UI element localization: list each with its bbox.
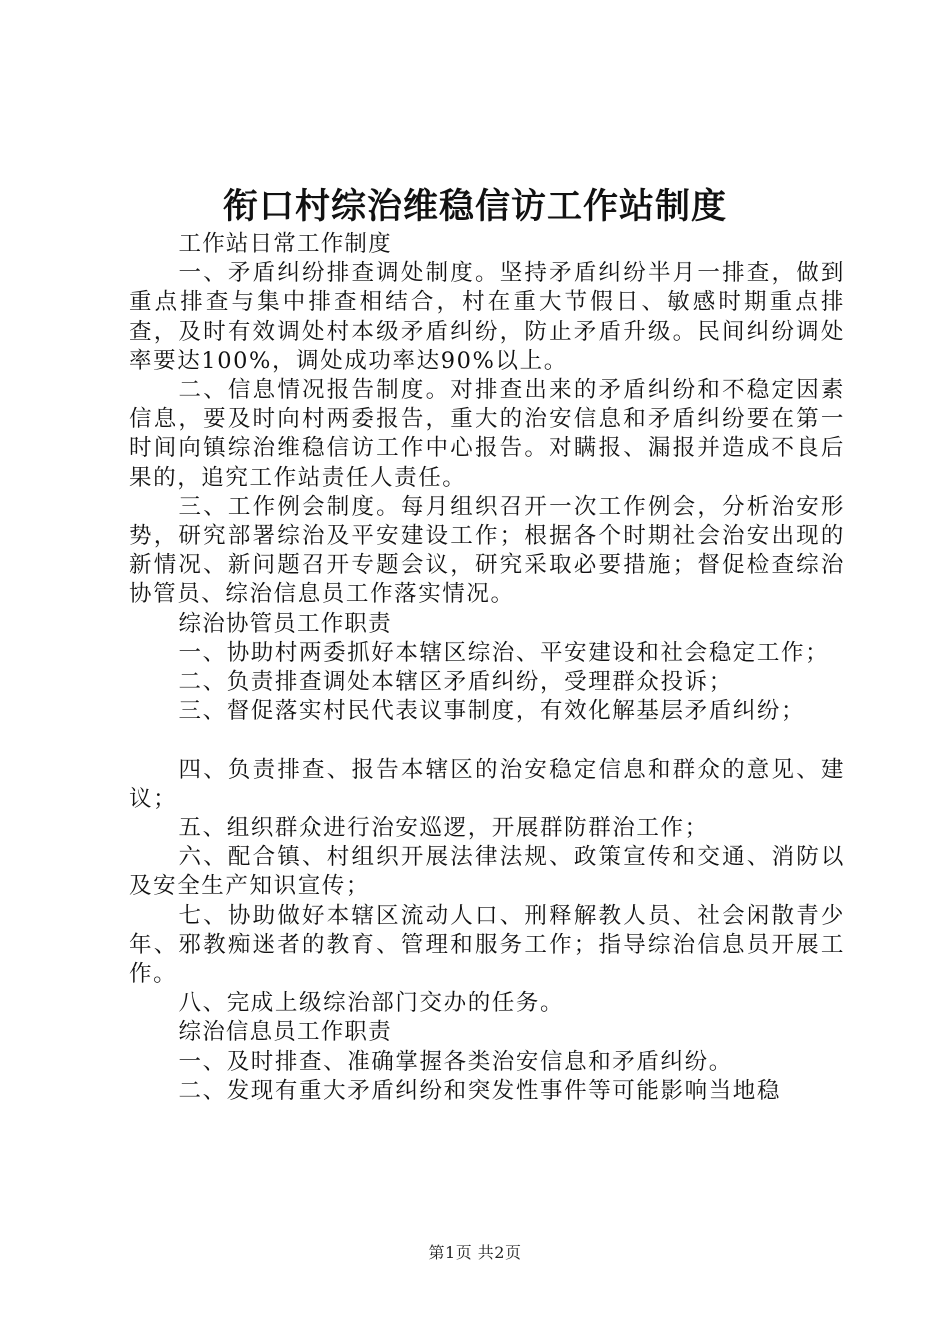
paragraph-coordinator-duty-4: 四、负责排查、报告本辖区的治安稳定信息和群众的意见、建议； bbox=[129, 756, 845, 812]
paragraph-dispute-investigation: 一、矛盾纠纷排查调处制度。坚持矛盾纠纷半月一排查，做到重点排查与集中排查相结合，村在重大节假日、敏感时期重点排查，及时有效调处村本级矛盾纠纷，防止矛盾升级。民间纠纷调处率要达100%，调处成功率达90%以上。 bbox=[129, 260, 845, 374]
paragraph-coordinator-duty-1: 一、协助村两委抓好本辖区综治、平安建设和社会稳定工作； bbox=[178, 639, 830, 666]
paragraph-coordinator-duty-3: 三、督促落实村民代表议事制度，有效化解基层矛盾纠纷； bbox=[178, 698, 806, 725]
document-title: 衔口村综治维稳信访工作站制度 bbox=[222, 186, 727, 227]
paragraph-informant-duty-1: 一、及时排查、准确掌握各类治安信息和矛盾纠纷。 bbox=[178, 1048, 733, 1075]
document-body bbox=[129, 230, 845, 1106]
paragraph-coordinator-duty-6: 六、配合镇、村组织开展法律法规、政策宣传和交通、消防以及安全生产知识宣传； bbox=[129, 844, 845, 900]
paragraph-work-meeting: 三、工作例会制度。每月组织召开一次工作例会，分析治安形势，研究部署综治及平安建设工作；根据各个时期社会治安出现的新情况、新问题召开专题会议，研究采取必要措施；督促检查综治协管员、综治信息员工作落实情况。 bbox=[129, 493, 845, 608]
paragraph-informant-duty-2: 二、发现有重大矛盾纠纷和突发性事件等可能影响当地稳 bbox=[178, 1077, 782, 1104]
paragraph-coordinator-duty-7: 七、协助做好本辖区流动人口、刑释解教人员、社会闲散青少年、邪教痴迷者的教育、管理和服务工作；指导综治信息员开展工作。 bbox=[129, 902, 845, 988]
paragraph-coordinator-duty-5: 五、组织群众进行治安巡逻，开展群防群治工作； bbox=[178, 815, 709, 842]
paragraph-info-report: 二、信息情况报告制度。对排查出来的矛盾纠纷和不稳定因素信息，要及时向村两委报告，重大的治安信息和矛盾纠纷要在第一时间向镇综治维稳信访工作中心报告。对瞒报、漏报并造成不良后果的，追究工作站责任人责任。 bbox=[129, 377, 845, 491]
section-heading-informant-duties: 综治信息员工作职责 bbox=[178, 1019, 392, 1046]
page-number-footer: 第1页 共2页 bbox=[428, 1243, 522, 1262]
blank-line bbox=[129, 726, 845, 755]
section-heading-coordinator-duties: 综治协管员工作职责 bbox=[178, 610, 392, 637]
section-heading-daily-system: 工作站日常工作制度 bbox=[178, 231, 392, 257]
paragraph-coordinator-duty-2: 二、负责排查调处本辖区矛盾纠纷，受理群众投诉； bbox=[178, 669, 733, 696]
paragraph-coordinator-duty-8: 八、完成上级综治部门交办的任务。 bbox=[178, 990, 565, 1017]
